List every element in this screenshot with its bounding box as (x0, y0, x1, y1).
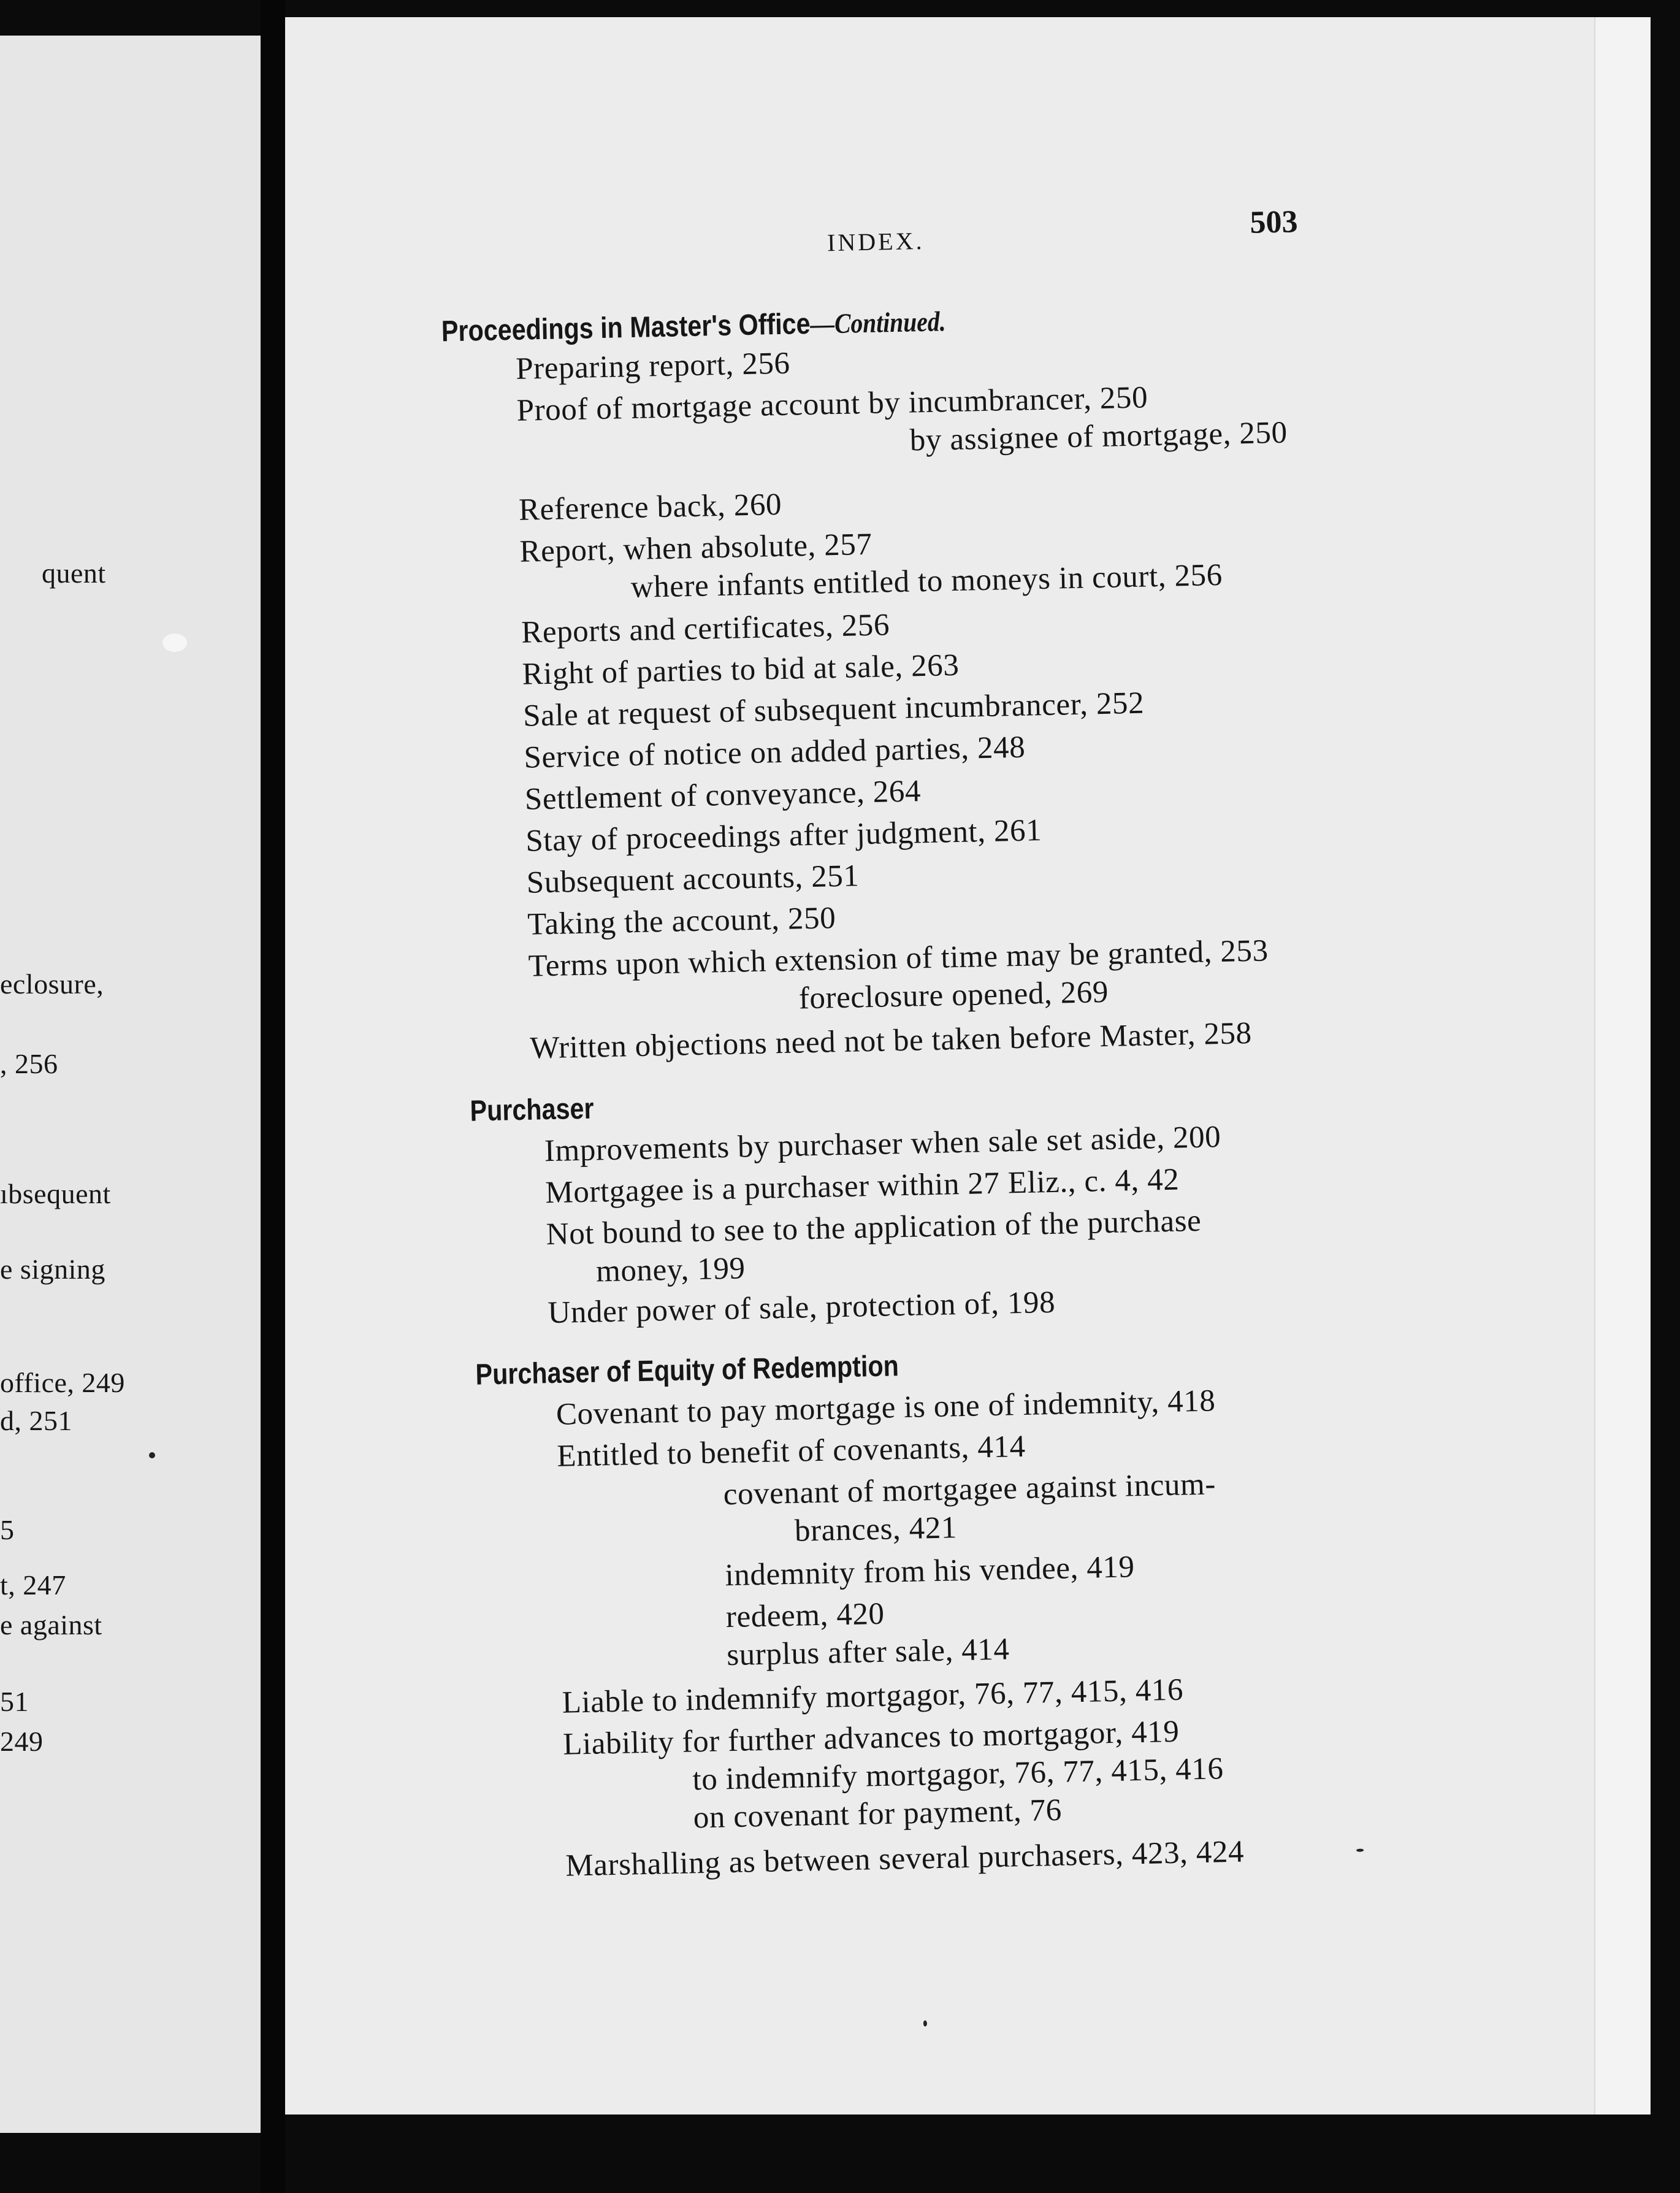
index-entry: Under power of sale, protection of, 198 (547, 1285, 1056, 1331)
left-page-line: 5 (0, 1514, 15, 1545)
right-page (285, 17, 1625, 2115)
index-entry: Entitled to benefit of covenants, 414 (556, 1429, 1026, 1474)
index-entry: Preparing report, 256 (515, 346, 791, 386)
index-entry: Reports and certificates, 256 (521, 608, 890, 650)
index-entry: Right of parties to bid at sale, 263 (522, 648, 960, 692)
page-edge (1594, 17, 1651, 2115)
left-page-line: 249 (0, 1726, 44, 1757)
index-entry: Terms upon which extension of time may be granted, 253 (528, 933, 1269, 984)
index-entry: covenant of mortgagee against incum- (723, 1467, 1216, 1512)
index-entry: Marshalling as between several purchasers, 423, 424 (565, 1834, 1245, 1883)
left-page-line: office, 249 (0, 1367, 125, 1398)
section-heading: Purchaser of Equity of Redemption (475, 1350, 899, 1391)
section-heading: Proceedings in Master's Office—Continued. (441, 305, 946, 348)
left-page-line: e signing (0, 1253, 105, 1285)
book-gutter (261, 0, 285, 2193)
index-entry: surplus after sale, 414 (726, 1632, 1010, 1673)
page-number: 503 (1249, 204, 1299, 240)
index-entry: Proof of mortgage account by incumbrancer, 250 (516, 380, 1148, 428)
index-entry: Subsequent accounts, 251 (526, 859, 860, 900)
index-entry: Settlement of conveyance, 264 (524, 774, 922, 817)
index-entry: indemnity from his vendee, 419 (724, 1550, 1136, 1593)
index-entry: Covenant to pay mortgage is one of indemnity, 418 (556, 1384, 1216, 1432)
left-page-line: ıbsequent (0, 1178, 111, 1209)
index-entry: Not bound to see to the application of the purchase (546, 1203, 1202, 1252)
left-page-line: eclosure, (0, 968, 104, 1000)
index-entry: Mortgagee is a purchaser within 27 Eliz., c. 4, 42 (544, 1162, 1180, 1211)
ink-dot (149, 1452, 155, 1458)
index-entry: Written objections need not be taken before Master, 258 (529, 1016, 1253, 1066)
index-entry: Reference back, 260 (518, 487, 782, 527)
left-page-line: e against (0, 1609, 102, 1640)
continued-label: —Continued. (809, 305, 946, 340)
section-heading: Purchaser (470, 1092, 595, 1128)
left-page-line: d, 251 (0, 1405, 72, 1436)
paper-speck (162, 633, 187, 652)
index-entry: where infants entitled to moneys in court, 256 (630, 557, 1223, 605)
ink-dot (923, 2020, 927, 2026)
running-head: INDEX. (827, 226, 925, 257)
index-entry: money, 199 (595, 1251, 746, 1289)
index-entry: Taking the account, 250 (527, 901, 836, 942)
left-page-line: 51 (0, 1686, 29, 1717)
left-page-line: t, 247 (0, 1569, 66, 1601)
index-entry: by assignee of mortgage, 250 (909, 415, 1288, 458)
left-page-line: quent (42, 557, 106, 589)
index-entry: on covenant for payment, 76 (693, 1793, 1063, 1835)
index-entry: Sale at request of subsequent incumbrancer, 252 (522, 686, 1145, 733)
index-entry: Report, when absolute, 257 (519, 527, 873, 569)
ink-dot (1356, 1848, 1364, 1851)
left-page (0, 36, 261, 2133)
index-entry: Stay of proceedings after judgment, 261 (525, 813, 1042, 859)
index-entry: Liable to indemnify mortgagor, 76, 77, 415, 416 (562, 1672, 1184, 1720)
index-entry: to indemnify mortgagor, 76, 77, 415, 416 (692, 1751, 1224, 1797)
index-entry: Service of notice on added parties, 248 (523, 730, 1026, 775)
index-entry: Improvements by purchaser when sale set aside, 200 (544, 1120, 1221, 1169)
page-content (285, 17, 1625, 2115)
index-entry: redeem, 420 (725, 1596, 885, 1635)
index-entry: Liability for further advances to mortgagor, 419 (562, 1714, 1180, 1762)
left-page-line: , 256 (0, 1048, 58, 1079)
index-entry: foreclosure opened, 269 (798, 974, 1109, 1016)
index-entry: brances, 421 (794, 1510, 958, 1548)
